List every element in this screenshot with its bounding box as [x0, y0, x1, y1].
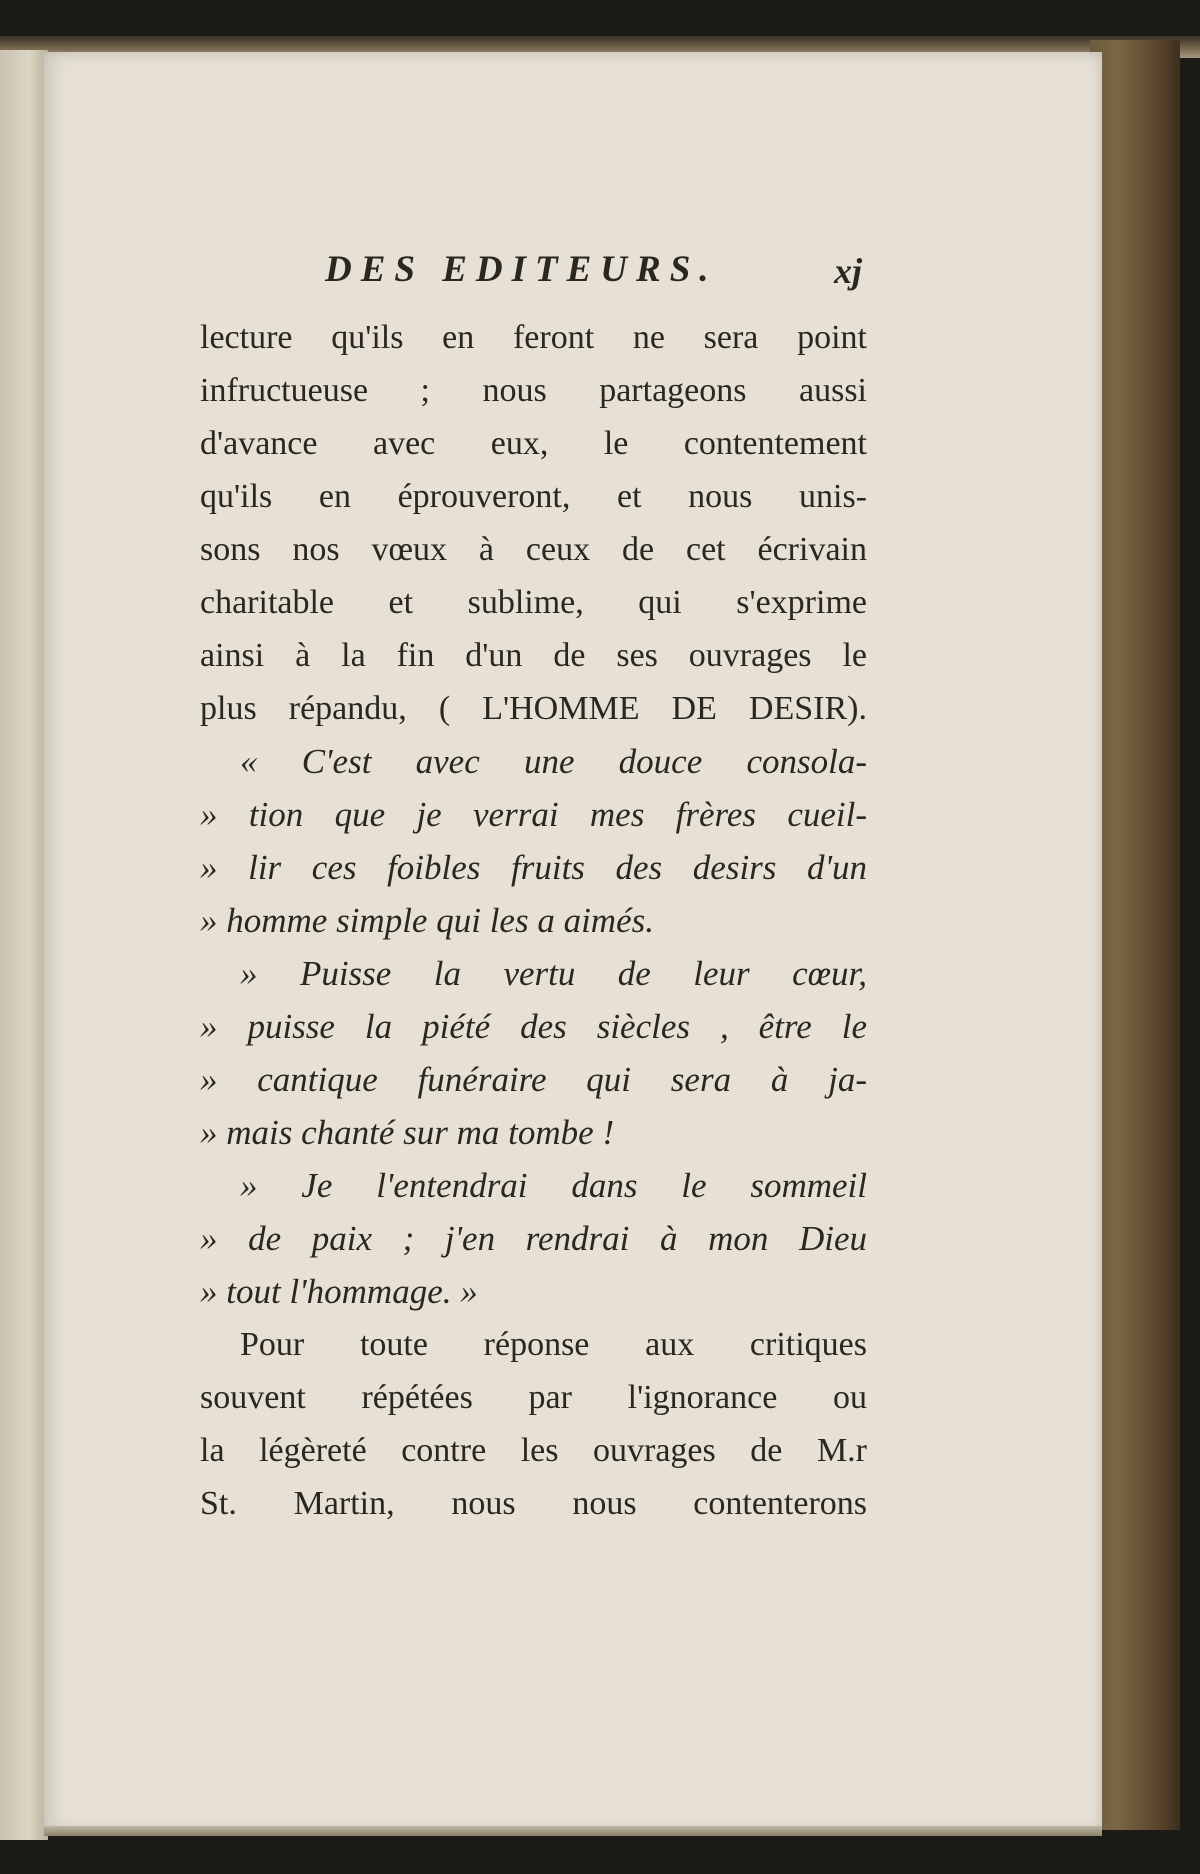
- quote-line: » tout l'hommage. »: [200, 1272, 478, 1311]
- running-head: DES EDITEURS.: [325, 249, 718, 290]
- quote-line: » tion que je verrai mes frères cueil-: [200, 795, 867, 834]
- book-bottom-edge: [44, 1826, 1102, 1836]
- quote-line: » homme simple qui les a aimés.: [200, 901, 654, 940]
- text-line: charitable et sublime, qui s'exprime: [200, 584, 867, 621]
- quote-line: » lir ces foibles fruits des desirs d'un: [200, 848, 867, 887]
- quote-line: » puisse la piété des siècles , être le: [200, 1007, 867, 1046]
- page-number: xj: [834, 251, 863, 291]
- text-line: plus répandu, ( L'HOMME DE DESIR).: [200, 690, 867, 727]
- quote-line: « C'est avec une douce consola-: [240, 742, 867, 781]
- quote-line: » mais chanté sur ma tombe !: [200, 1113, 615, 1152]
- text-line: qu'ils en éprouveront, et nous unis-: [200, 478, 867, 515]
- text-line: la légèreté contre les ouvrages de M.r: [200, 1432, 867, 1469]
- text-line: infructueuse ; nous partageons aussi: [200, 372, 867, 409]
- quote-line: » Puisse la vertu de leur cœur,: [240, 954, 867, 993]
- text-line: St. Martin, nous nous contenterons: [200, 1485, 867, 1522]
- quote-line: » Je l'entendrai dans le sommeil: [240, 1166, 867, 1205]
- left-page-edge: [0, 50, 48, 1840]
- book-cover-edge: [1090, 40, 1180, 1830]
- text-line: sons nos vœux à ceux de cet écrivain: [200, 531, 867, 568]
- text-line: souvent répétées par l'ignorance ou: [200, 1379, 867, 1416]
- quote-line: » de paix ; j'en rendrai à mon Dieu: [200, 1219, 867, 1258]
- text-line: lecture qu'ils en feront ne sera point: [200, 319, 867, 356]
- text-line: ainsi à la fin d'un de ses ouvrages le: [200, 637, 867, 674]
- text-line: Pour toute réponse aux critiques: [240, 1326, 867, 1363]
- text-line: d'avance avec eux, le contentement: [200, 425, 867, 462]
- quote-line: » cantique funéraire qui sera à ja-: [200, 1060, 867, 1099]
